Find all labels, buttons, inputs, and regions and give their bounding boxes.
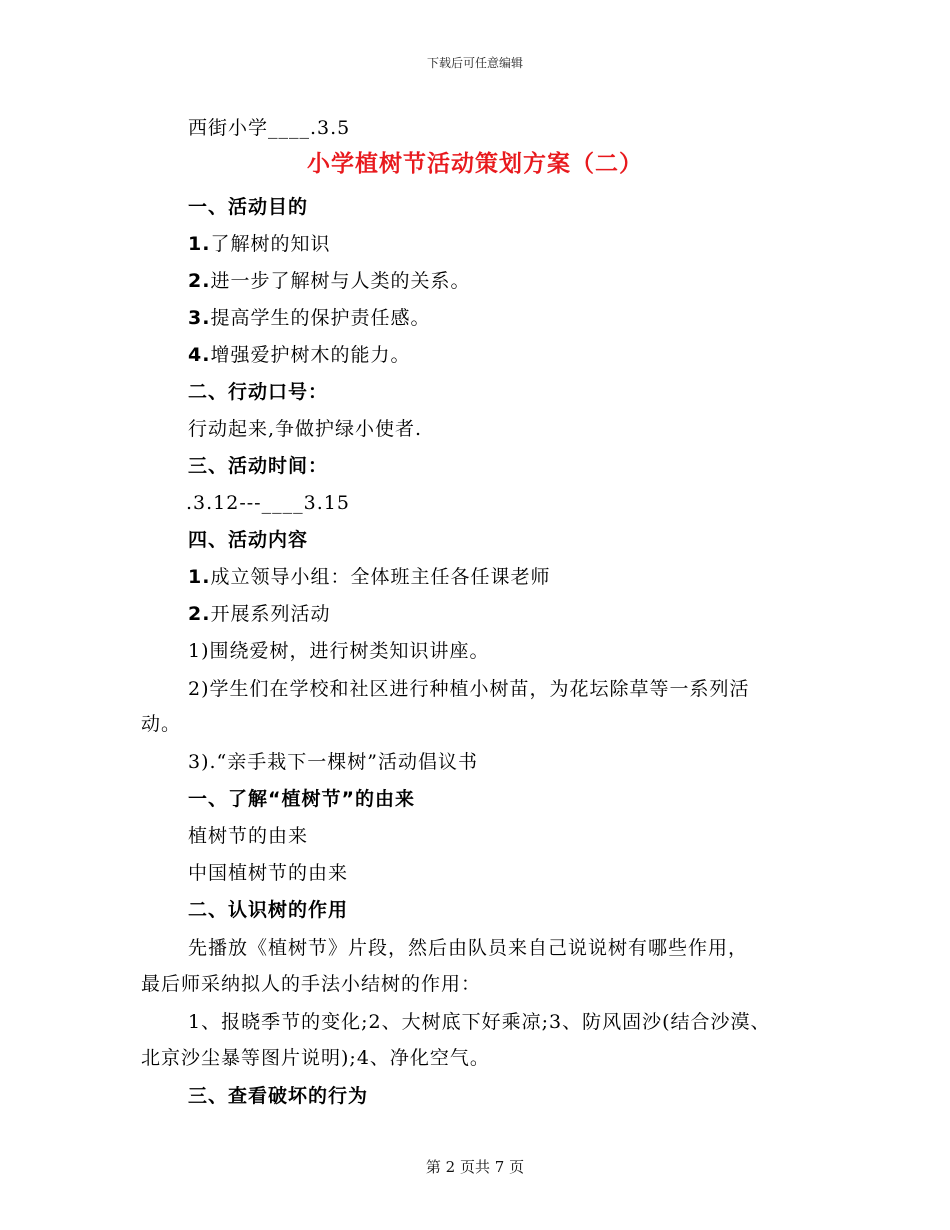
part1-line2: 中国植树节的由来: [188, 862, 349, 884]
section3-text: .3.12---____3.15: [186, 492, 350, 514]
section4-heading: 四、活动内容: [188, 529, 309, 551]
part3-heading: 三、查看破坏的行为: [188, 1085, 369, 1107]
header-note: 下载后可任意编辑: [426, 56, 523, 70]
item-text: 增强爱护树木的能力。: [210, 344, 411, 366]
page-footer: 第 2 页共 7 页: [425, 1158, 525, 1176]
part1-line1: 植树节的由来: [188, 825, 309, 847]
item-text: 进一步了解树与人类的关系。: [210, 270, 471, 292]
section3-heading: 三、活动时间：: [188, 455, 329, 477]
document-title: 小学植树节活动策划方案（二）: [307, 151, 643, 177]
section2-text: 行动起来,争做护绿小使者.: [188, 418, 423, 440]
part2-heading: 二、认识树的作用: [188, 899, 349, 921]
item-number: 3.: [188, 307, 211, 329]
section2-heading: 二、行动口号：: [188, 381, 329, 403]
section4-item-2: [188, 600, 330, 628]
section1-item-3: [188, 304, 430, 332]
part2-para1-line2: 最后师采纳拟人的手法小结树的作用：: [141, 973, 482, 995]
item-number: 1.: [188, 566, 211, 588]
section1-item-1: [188, 230, 330, 258]
section4-sub-1: 1)围绕爱树，进行树类知识讲座。: [188, 640, 490, 662]
section4-sub-2-line2: 动。: [141, 713, 182, 735]
section1-item-2: [188, 267, 470, 295]
section4-sub-2-line1: 2)学生们在学校和社区进行种植小树苗，为花坛除草等一系列活: [188, 678, 750, 700]
section4-item-1: [188, 563, 550, 591]
item-text: 成立领导小组：全体班主任各任课老师: [210, 566, 551, 588]
item-number: 2.: [188, 603, 211, 625]
part2-para1-line1: 先播放《植树节》片段，然后由队员来自己说说树有哪些作用，: [188, 937, 749, 959]
part1-heading: 一、了解“植树节”的由来: [188, 788, 415, 810]
part2-para2-line2: 北京沙尘暴等图片说明);4、净化空气。: [141, 1047, 490, 1069]
item-number: 2.: [188, 270, 211, 292]
item-text: 开展系列活动: [210, 603, 331, 625]
item-text: 了解树的知识: [210, 233, 331, 255]
section1-item-4: [188, 341, 410, 369]
intro-line: 西街小学____.3.5: [188, 117, 351, 139]
section1-heading: 一、活动目的: [188, 196, 309, 218]
part2-para2-line1: 1、报晓季节的变化;2、大树底下好乘凉;3、防风固沙(结合沙漠、: [188, 1011, 771, 1033]
item-number: 1.: [188, 233, 211, 255]
item-text: 提高学生的保护责任感。: [210, 307, 431, 329]
item-number: 4.: [188, 344, 211, 366]
section4-sub-3: 3).“亲手栽下一棵树”活动倡议书: [188, 751, 478, 773]
